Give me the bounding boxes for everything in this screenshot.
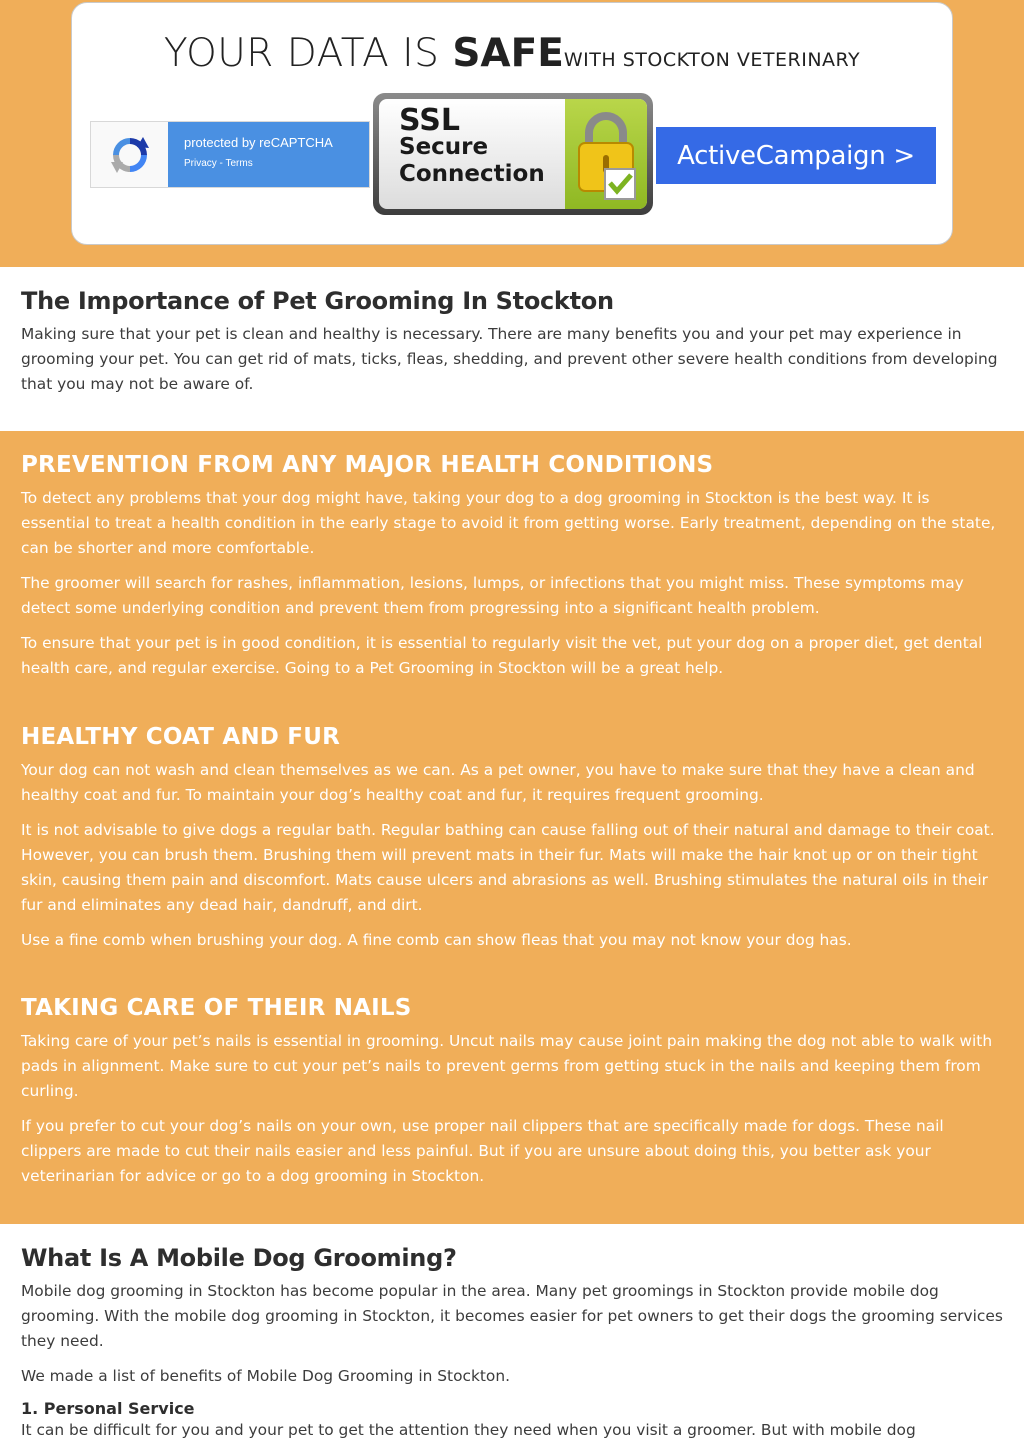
recaptcha-icon (91, 122, 168, 187)
trust-title-emphasis: SAFE (452, 31, 564, 76)
nails-paragraph-2: If you prefer to cut your dog’s nails on your own, use proper nail clippers that are specifically made for dogs. These nail clippers are made to cut their nails easier and less painful. But if you are unsure about doing this, you better ask your veterinarian for advice or go to a dog grooming in Stockton. (21, 1117, 944, 1185)
recaptcha-badge[interactable] (90, 121, 370, 188)
activecampaign-badge[interactable]: ActiveCampaign > (656, 127, 936, 184)
prevention-paragraph-3: To ensure that your pet is in good condition, it is essential to regularly visit the vet, put your dog on a proper diet, get dental health care, and regular exercise. Going to a Pet Grooming in Stockton will be a great help. (21, 634, 983, 677)
coat-paragraph-1: Your dog can not wash and clean themselves as we can. As a pet owner, you have to make sure that they have a clean and healthy coat and fur. To maintain your dog’s healthy coat and fur, it requires frequent grooming. (21, 761, 975, 804)
nails-paragraph-1: Taking care of your pet’s nails is essential in grooming. Uncut nails may cause joint pain making the dog not able to walk with pads in alignment. Make sure to cut your pet’s nails to prevent germs from getting stuck in the nails and keeping them from curling. (21, 1032, 993, 1100)
ssl-line-3: Connection (399, 161, 545, 187)
personal-service-paragraph: It can be difficult for you and your pet to get the attention they need when you visit a groomer. But with mobile dog (21, 1421, 916, 1439)
mobile-paragraph-2: We made a list of benefits of Mobile Dog Grooming in Stockton. (21, 1367, 510, 1385)
recaptcha-links[interactable]: Privacy - Terms (184, 158, 253, 169)
importance-heading: The Importance of Pet Grooming In Stockton (21, 287, 614, 315)
benefits-section (0, 431, 1024, 1224)
recaptcha-info (168, 122, 369, 187)
ssl-secure-badge (373, 93, 653, 215)
ssl-line-1: SSL (399, 103, 460, 138)
mobile-paragraph-1: Mobile dog grooming in Stockton has become popular in the area. Many pet groomings in Stockton provide mobile dog grooming. With the mobile dog grooming in Stockton, it becomes easier for pet owners to get their dogs the grooming services they need. (21, 1282, 1003, 1350)
trust-title (72, 31, 952, 76)
coat-paragraph-3: Use a fine comb when brushing your dog. A fine comb can show fleas that you may not know your dog has. (21, 931, 852, 949)
ssl-badge-inner (379, 99, 647, 209)
ssl-badge-text (399, 103, 545, 188)
trust-card (71, 2, 953, 245)
prevention-paragraph-2: The groomer will search for rashes, inflammation, lesions, lumps, or infections that you might miss. These symptoms may detect some underlying condition and prevent them from progressing into a significant health problem. (21, 574, 964, 617)
trust-title-suffix: WITH STOCKTON VETERINARY (563, 49, 861, 71)
trust-title-prefix: YOUR DATA IS (163, 31, 453, 76)
mobile-grooming-section (0, 1224, 1024, 1449)
coat-heading: HEALTHY COAT AND FUR (21, 724, 340, 750)
padlock-icon (565, 99, 647, 209)
importance-paragraph: Making sure that your pet is clean and healthy is necessary. There are many benefits you and your pet may experience in grooming your pet. You can get rid of mats, ticks, fleas, shedding, and prevent other severe health conditions from developing that you may not be aware of. (21, 325, 998, 393)
importance-section (0, 267, 1024, 431)
recaptcha-label: protected by reCAPTCHA (184, 135, 333, 150)
personal-service-subheading: 1. Personal Service (21, 1399, 195, 1418)
nails-heading: TAKING CARE OF THEIR NAILS (21, 995, 412, 1021)
coat-paragraph-2: It is not advisable to give dogs a regular bath. Regular bathing can cause falling out of their natural and damage to their coat. However, you can brush them. Brushing them will prevent mats in their fur. Mats will make the hair knot up or on their tight skin, causing them pain and discomfort. Mats cause ulcers and abrasions as well. Brushing stimulates the natural oils in their fur and eliminates any dead hair, dandruff, and dirt. (21, 821, 995, 914)
trust-banner (0, 0, 1024, 267)
prevention-heading: PREVENTION FROM ANY MAJOR HEALTH CONDITIONS (21, 452, 714, 478)
ssl-line-2: Secure (399, 134, 489, 160)
mobile-heading: What Is A Mobile Dog Grooming? (21, 1244, 457, 1272)
prevention-paragraph-1: To detect any problems that your dog might have, taking your dog to a dog grooming in Stockton is the best way. It is essential to treat a health condition in the early stage to avoid it from getting worse. Early treatment, depending on the state, can be shorter and more comfortable. (21, 489, 996, 557)
